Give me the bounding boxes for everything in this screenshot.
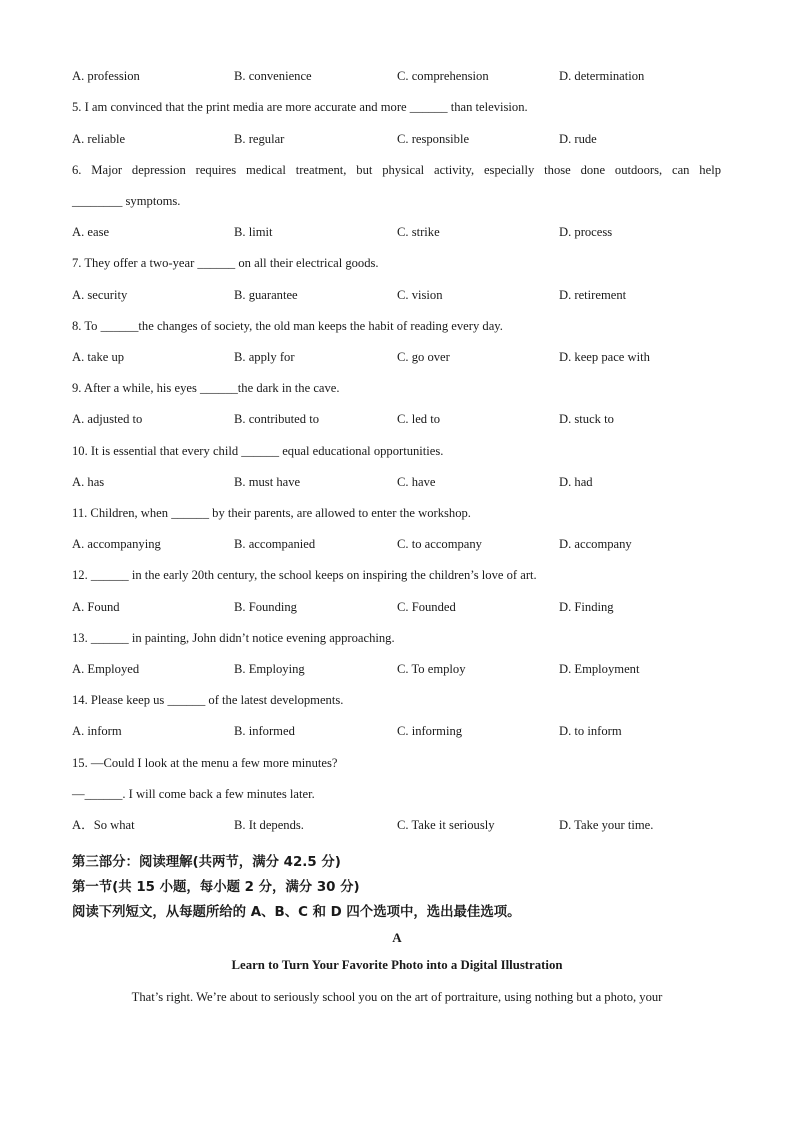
question-10-stem: 10. It is essential that every child ______ equal educational opportunities. [72, 444, 444, 458]
passage-first-line: That’s right. We’re about to seriously school you on the art of portraiture, using nothing but a photo, your [131, 990, 663, 1004]
option-a: A. accompanying [72, 537, 161, 551]
option-b: B. Employing [234, 662, 305, 676]
reading-instruction: 阅读下列短文，从每题所给的 A、B、C 和 D 四个选项中，选出最佳选项。 [72, 905, 521, 920]
option-d: D. Finding [559, 600, 614, 614]
question-14-options [0, 723, 794, 739]
option-c: C. Take it seriously [397, 818, 495, 832]
question-9-options [0, 411, 794, 427]
option-b: B. informed [234, 724, 295, 738]
question-6-options [0, 224, 794, 240]
option-a: A. security [72, 288, 128, 302]
option-d: D. accompany [559, 537, 632, 551]
option-b: B. Founding [234, 600, 297, 614]
option-c: C. To employ [397, 662, 466, 676]
option-c: C. comprehension [397, 69, 489, 83]
option-d: D. process [559, 225, 613, 239]
option-c: C. led to [397, 412, 441, 426]
option-a: A. Found [72, 600, 120, 614]
option-a: A. adjusted to [72, 412, 143, 426]
option-d: D. had [559, 475, 593, 489]
question-12-stem: 12. ______ in the early 20th century, the school keeps on inspiring the children’s love of art. [72, 568, 537, 582]
option-b: B. It depends. [234, 818, 304, 832]
q4-options [0, 68, 794, 84]
option-c: C. vision [397, 288, 443, 302]
option-c: C. strike [397, 225, 440, 239]
question-15-options [0, 817, 794, 833]
option-b: B. must have [234, 475, 301, 489]
option-d: D. rude [559, 132, 597, 146]
option-c: C. go over [397, 350, 450, 364]
question-13-options [0, 661, 794, 677]
option-d: D. retirement [559, 288, 627, 302]
question-7-options [0, 287, 794, 303]
question-8-stem: 8. To ______the changes of society, the old man keeps the habit of reading every day. [72, 319, 503, 333]
question-9-stem: 9. After a while, his eyes ______the dark in the cave. [72, 381, 340, 395]
passage-title: Learn to Turn Your Favorite Photo into a Digital Illustration [231, 958, 563, 972]
question-11-options [0, 536, 794, 552]
option-c: C. responsible [397, 132, 470, 146]
question-10-options [0, 474, 794, 490]
option-b: B. apply for [234, 350, 295, 364]
question-6-stem: 6. Major depression requires medical treatment, but physical activity, especially those done outdoors, can help [72, 163, 721, 177]
option-b: B. contributed to [234, 412, 319, 426]
option-b: B. guarantee [234, 288, 298, 302]
question-8-options [0, 349, 794, 365]
question-13-stem: 13. ______ in painting, John didn’t notice evening approaching. [72, 631, 395, 645]
option-a: A. ease [72, 225, 110, 239]
option-c: C. informing [397, 724, 463, 738]
question-15-response: —______. I will come back a few minutes later. [72, 787, 315, 801]
option-a: A. has [72, 475, 105, 489]
option-d: D. to inform [559, 724, 622, 738]
option-c: C. have [397, 475, 436, 489]
option-a: A．So what [72, 818, 135, 832]
option-b: B. limit [234, 225, 273, 239]
option-b: B. regular [234, 132, 285, 146]
option-d: D. determination [559, 69, 645, 83]
question-7-stem: 7. They offer a two-year ______ on all their electrical goods. [72, 256, 379, 270]
option-c: C. Founded [397, 600, 456, 614]
option-d: D. stuck to [559, 412, 614, 426]
option-d: D. keep pace with [559, 350, 650, 364]
option-d: D. Take your time. [559, 818, 654, 832]
question-15-stem: 15. —Could I look at the menu a few more minutes? [72, 756, 338, 770]
option-a: A. inform [72, 724, 122, 738]
section1-heading: 第一节(共 15 小题，每小题 2 分，满分 30 分) [72, 880, 360, 895]
passage-label: A [392, 930, 402, 945]
question-14-stem: 14. Please keep us ______ of the latest developments. [72, 693, 344, 707]
question-6-stem-continued: ________ symptoms. [72, 194, 181, 208]
option-a: A. profession [72, 69, 140, 83]
question-5-stem: 5. I am convinced that the print media are more accurate and more ______ than television. [72, 100, 528, 114]
part3-heading: 第三部分：阅读理解(共两节，满分 42.5 分) [72, 855, 341, 870]
option-d: D. Employment [559, 662, 640, 676]
question-12-options [0, 599, 794, 615]
question-11-stem: 11. Children, when ______ by their parents, are allowed to enter the workshop. [72, 506, 471, 520]
option-b: B. convenience [234, 69, 312, 83]
option-a: A. reliable [72, 132, 126, 146]
option-c: C. to accompany [397, 537, 482, 551]
question-5-options [0, 131, 794, 147]
option-a: A. take up [72, 350, 125, 364]
option-a: A. Employed [72, 662, 140, 676]
option-b: B. accompanied [234, 537, 316, 551]
